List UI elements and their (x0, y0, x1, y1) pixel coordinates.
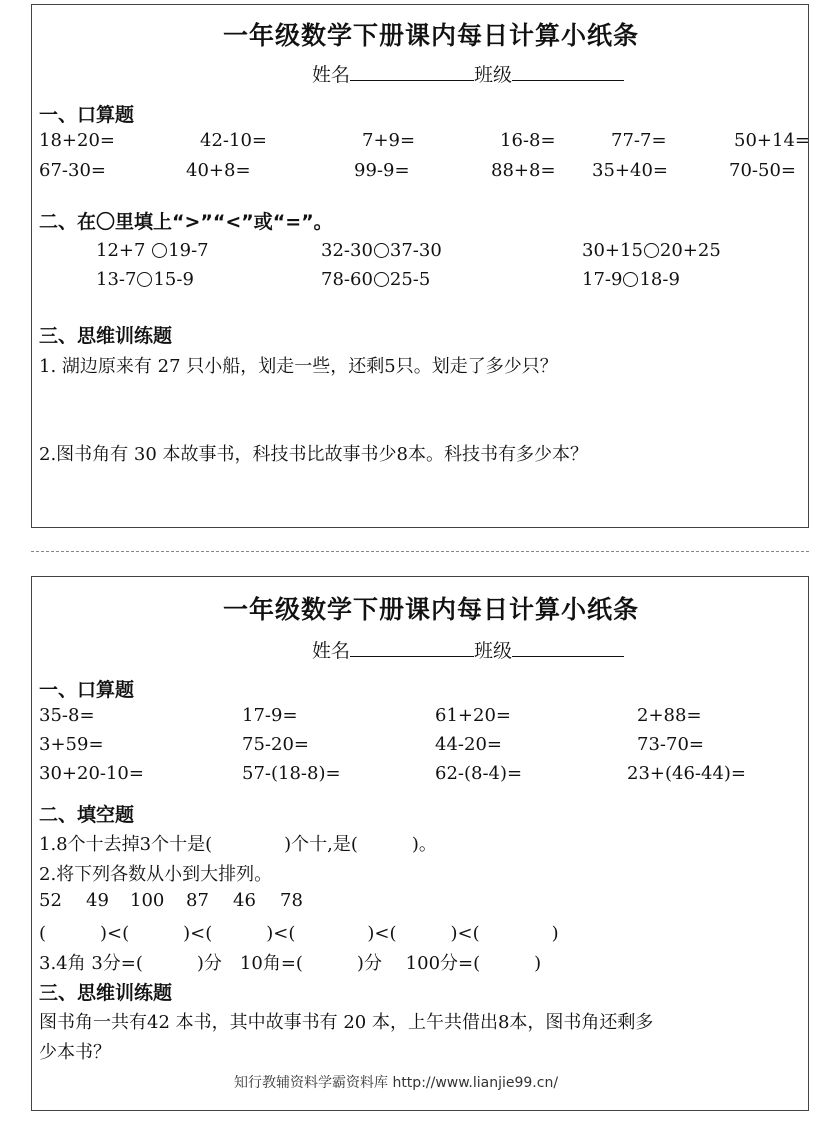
compare-item: 17-9 18-9 (582, 269, 680, 290)
oral-item: 30+20-10= (39, 763, 144, 784)
oral-item: 73-70= (637, 734, 704, 755)
class-blank[interactable] (512, 638, 624, 657)
sheet2-name-field (312, 636, 624, 663)
oral-item: 35-8= (39, 705, 95, 726)
number-item: 46 (233, 890, 256, 911)
oral-item: 88+8= (491, 160, 556, 181)
sheet2-section2-heading: 二、填空题 (39, 804, 135, 826)
word-problem-1: 1. 湖边原来有 27 只小船，划走一些，还剩5只。划走了多少只？ (39, 356, 558, 377)
number-item: 78 (280, 890, 303, 911)
fill-blank-3: 3.4角 3分=( )分 10角=( )分 100分=( ) (39, 953, 542, 974)
name-label: 姓名 (312, 640, 351, 662)
fill-blank-1: 1.8个十去掉3个十是( )个十,是( )。 (39, 834, 437, 855)
oral-item: 18+20= (39, 130, 115, 151)
compare-item: 78-60 25-5 (321, 269, 431, 290)
name-blank[interactable] (350, 62, 474, 81)
compare-item: 30+15 20+25 (582, 240, 721, 261)
answer-circle[interactable] (152, 243, 167, 258)
oral-item: 42-10= (200, 130, 267, 151)
name-blank[interactable] (350, 638, 474, 657)
sheet1-section3-heading: 三、思维训练题 (39, 325, 173, 347)
cut-line (31, 551, 809, 552)
answer-circle[interactable] (623, 272, 638, 287)
sheet2-section1-heading: 一、口算题 (39, 679, 135, 701)
compare-item: 32-30 37-30 (321, 240, 442, 261)
class-blank[interactable] (512, 62, 624, 81)
oral-item: 23+(46-44)= (627, 763, 747, 784)
oral-item: 16-8= (500, 130, 556, 151)
order-blanks[interactable]: ( )<( )<( )<( )<( )<( ) (39, 923, 559, 944)
oral-item: 40+8= (186, 160, 251, 181)
number-item: 100 (130, 890, 165, 911)
oral-item: 62-(8-4)= (435, 763, 523, 784)
sheet1-section2-heading: 二、在〇里填上“>”“<”或“=”。 (39, 211, 333, 233)
oral-item: 17-9= (242, 705, 298, 726)
answer-circle[interactable] (374, 243, 389, 258)
word-problem-2: 2.图书角有 30 本故事书，科技书比故事书少8本。科技书有多少本？ (39, 444, 588, 465)
oral-item: 44-20= (435, 734, 502, 755)
oral-item: 35+40= (592, 160, 668, 181)
oral-item: 57-(18-8)= (242, 763, 341, 784)
sheet1-title: 一年级数学下册课内每日计算小纸条 (223, 21, 640, 50)
number-item: 49 (86, 890, 109, 911)
sheet2-section3-heading: 三、思维训练题 (39, 982, 173, 1004)
oral-item: 75-20= (242, 734, 309, 755)
oral-item: 70-50= (729, 160, 796, 181)
compare-item: 13-7 15-9 (96, 269, 194, 290)
fill-blank-2: 2.将下列各数从小到大排列。 (39, 864, 273, 885)
oral-item: 77-7= (611, 130, 667, 151)
word-problem-line-1: 图书角一共有42 本书，其中故事书有 20 本，上午共借出8本，图书角还剩多 (39, 1012, 654, 1033)
sheet1-name-field (312, 60, 624, 87)
number-item: 52 (39, 890, 62, 911)
footer-watermark: 知行教辅资料学霸资料库 http://www.lianjie99.cn/ (234, 1075, 559, 1091)
oral-item: 50+14= (734, 130, 810, 151)
compare-item: 12+7 19-7 (96, 240, 209, 261)
name-label: 姓名 (312, 64, 351, 86)
sheet2-title: 一年级数学下册课内每日计算小纸条 (223, 595, 640, 624)
oral-item: 67-30= (39, 160, 106, 181)
oral-item: 2+88= (637, 705, 702, 726)
answer-circle[interactable] (374, 272, 389, 287)
class-label: 班级 (474, 64, 513, 86)
oral-item: 7+9= (362, 130, 416, 151)
class-label: 班级 (474, 640, 513, 662)
oral-item: 3+59= (39, 734, 104, 755)
oral-item: 99-9= (354, 160, 410, 181)
answer-circle[interactable] (137, 272, 152, 287)
number-item: 87 (186, 890, 209, 911)
oral-item: 61+20= (435, 705, 511, 726)
word-problem-line-2: 少本书？ (39, 1042, 111, 1063)
answer-circle[interactable] (644, 243, 659, 258)
sheet1-section1-heading: 一、口算题 (39, 104, 135, 126)
